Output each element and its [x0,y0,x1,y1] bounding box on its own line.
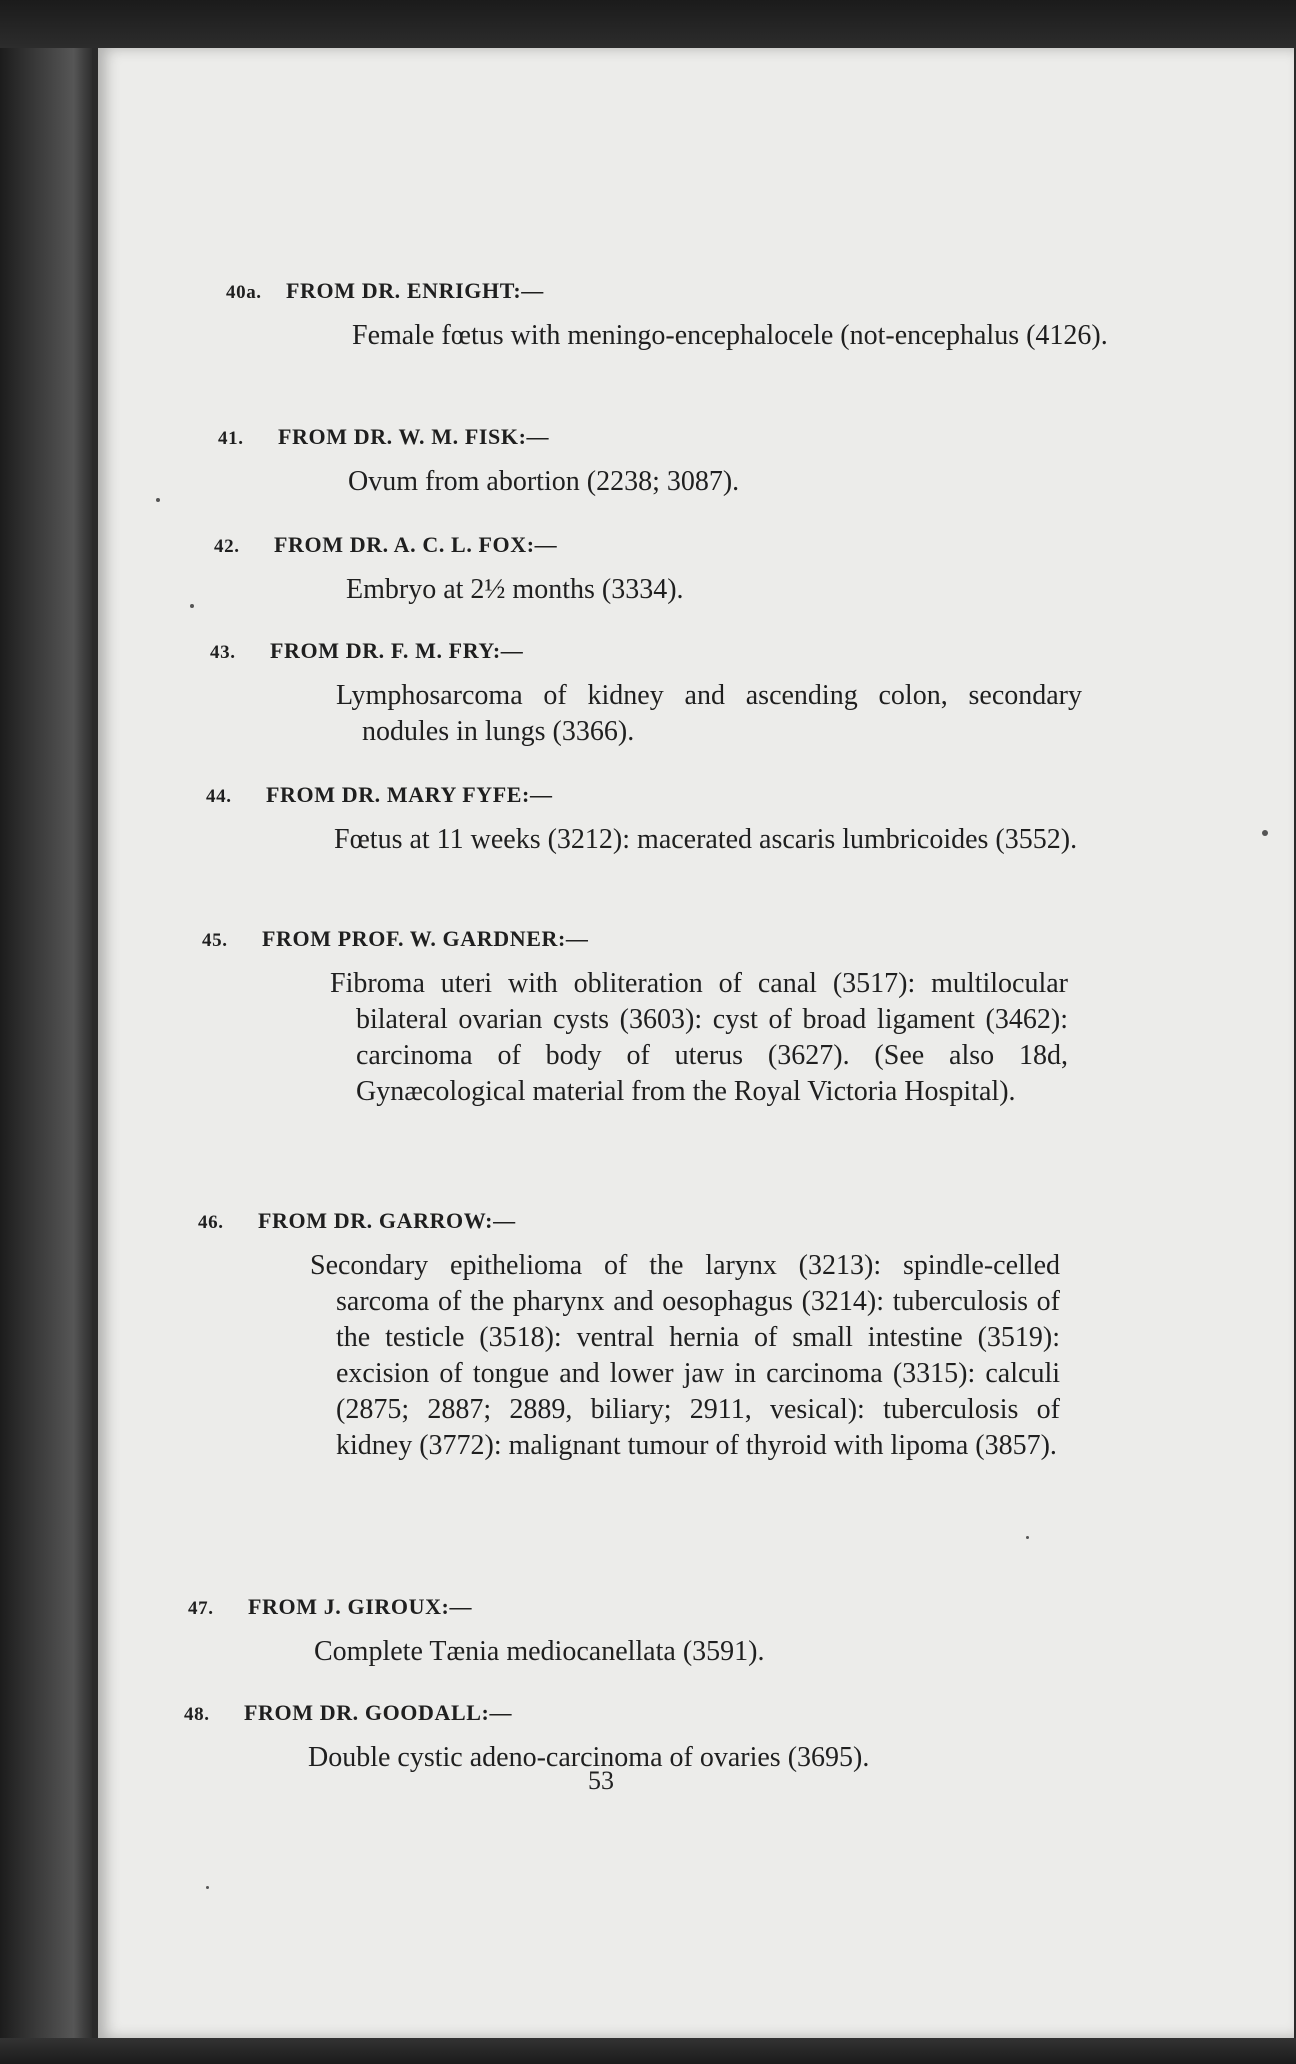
entry-title: FROM J. GIROUX:— [248,1594,473,1619]
entry-text: Female fœtus with meningo-encephalocele (not-encephalus (4126). [352,320,1108,351]
entry-heading [202,926,1162,952]
entry-44 [206,782,1166,858]
entry-46 [198,1208,1158,1464]
scan-speck [156,498,160,502]
entry-title: FROM DR. GOODALL:— [244,1700,513,1725]
entry-number: 42. [214,536,240,557]
entry-heading [206,782,1166,808]
document-page [98,48,1294,2038]
entry-text: Fœtus at 11 weeks (3212): macerated ascaris lumbricoides (3552). [334,824,1078,855]
entry-heading [188,1594,1148,1620]
scan-speck [1026,1536,1029,1539]
scan-top-edge [0,0,1296,48]
entry-text: Double cystic adeno-carcinoma of ovaries (3695). [308,1742,870,1773]
entry-heading [226,278,1186,304]
entry-title: FROM DR. F. M. FRY:— [270,638,524,663]
entry-number: 44. [206,786,232,807]
entry-text: Embryo at 2½ months (3334). [346,574,684,605]
entry-number: 45. [202,930,228,951]
entry-title: FROM PROF. W. GARDNER:— [262,926,589,951]
entry-title: FROM DR. A. C. L. FOX:— [274,532,558,557]
scan-speck [1262,830,1268,836]
entry-heading [184,1700,1144,1726]
entry-47 [188,1594,1148,1670]
entry-40a [226,278,1186,354]
entry-41 [218,424,1178,500]
entry-text: Secondary epithelioma of the larynx (3213): spindle-celled sarcoma of the pharynx and oesophagus (3214): tuberculosis of the testicle (3518): ventral hernia of small intestine (3519): excision of tongue and lower jaw in carcinoma (3315): calculi (2875; 2887; 2889, biliary; 2911, vesical): tuberculosis of kidney (3772): malignant tumour of thyroid with lipoma (3857). [310,1250,1060,1461]
entry-43 [210,638,1170,750]
entry-heading [198,1208,1158,1234]
entry-text: Fibroma uteri with obliteration of canal (3517): multilocular bilateral ovarian cysts (3603): cyst of broad ligament (3462): carcinoma of body of uterus (3627). (See also 18d, Gynæcological material from the Royal Victoria Hospital). [330,968,1068,1107]
entry-42 [214,532,1174,608]
entry-number: 48. [184,1704,210,1725]
scan-speck [206,1886,209,1889]
entry-text: Ovum from abortion (2238; 3087). [348,466,740,497]
scan-speck [190,604,194,608]
entry-heading [214,532,1174,558]
scan-bottom-edge [0,2038,1296,2064]
entry-title: FROM DR. MARY FYFE:— [266,782,553,807]
scan-binding-edge [0,0,92,2064]
entry-number: 41. [218,428,244,449]
entry-heading [218,424,1178,450]
entries-list [98,48,1294,2038]
entry-number: 40a. [226,282,262,303]
entry-number: 43. [210,642,236,663]
entry-number: 46. [198,1212,224,1233]
entry-48 [184,1700,1144,1776]
entry-title: FROM DR. GARROW:— [258,1208,516,1233]
entry-text: Complete Tænia mediocanellata (3591). [314,1636,765,1667]
entry-title: FROM DR. ENRIGHT:— [286,278,544,303]
entry-heading [210,638,1170,664]
entry-text: Lymphosarcoma of kidney and ascending colon, secondary nodules in lungs (3366). [336,680,1082,747]
page-number: 53 [588,1766,614,1795]
entry-45 [202,926,1162,1110]
entry-number: 47. [188,1598,214,1619]
entry-title: FROM DR. W. M. FISK:— [278,424,550,449]
